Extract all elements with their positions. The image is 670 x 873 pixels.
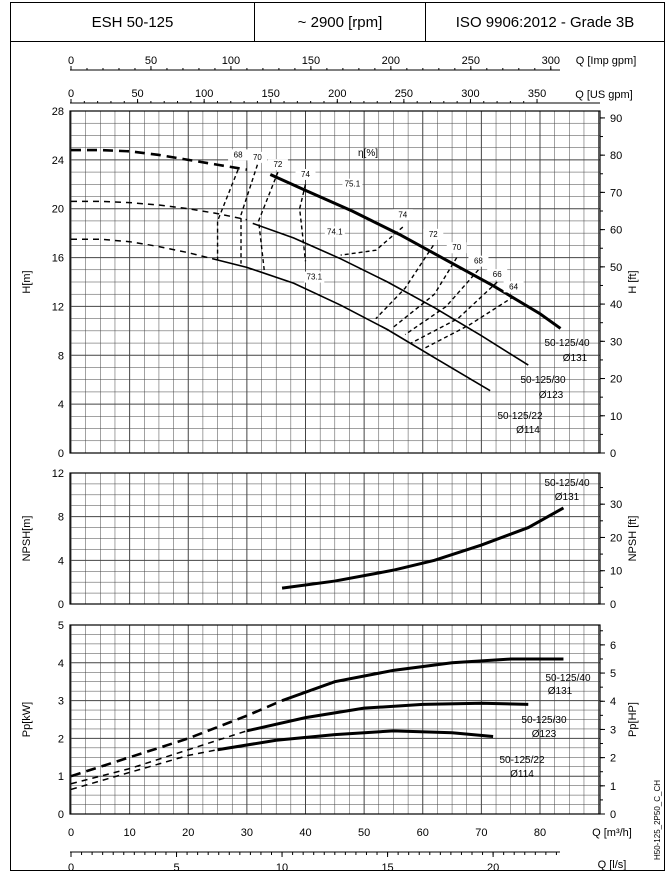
us-gpm-tick-label: 150 xyxy=(261,88,280,100)
y-right-tick-label: 0 xyxy=(610,448,617,460)
curve-label-name: 50-125/30 xyxy=(520,375,566,386)
us-gpm-tick-label: 200 xyxy=(328,88,347,100)
curve-label-name: 50-125/22 xyxy=(499,755,545,766)
us-gpm-tick-label: 350 xyxy=(527,88,547,100)
m3h-tick-label: 30 xyxy=(240,827,253,839)
efficiency-label: 73.1 xyxy=(306,272,323,282)
y-tick-label: 0 xyxy=(57,599,64,611)
m3h-tick-label: 40 xyxy=(299,827,312,839)
curve-label-diameter: Ø131 xyxy=(547,686,573,697)
us-gpm-tick-label: 300 xyxy=(461,88,480,100)
ls-tick-label: 5 xyxy=(173,862,180,873)
curve-50-125/30 xyxy=(247,703,528,731)
curve-label-diameter: Ø123 xyxy=(531,729,557,740)
imp-gpm-tick-label: 300 xyxy=(541,55,560,67)
y-tick-label: 12 xyxy=(51,301,64,314)
curve-50-125/40 xyxy=(270,175,560,329)
y-tick-label: 0 xyxy=(57,448,64,460)
curve-label-diameter: Ø131 xyxy=(554,492,580,503)
us-gpm-tick-label: 50 xyxy=(131,88,144,100)
curve-50-125/22 xyxy=(218,731,494,750)
efficiency-label: 64 xyxy=(509,282,519,292)
y-right-tick-label: 6 xyxy=(610,639,617,652)
efficiency-label: 70 xyxy=(252,152,262,162)
y-tick-label: 24 xyxy=(51,154,64,167)
efficiency-iso-line xyxy=(393,258,456,328)
y-right-tick-label: 50 xyxy=(610,261,623,274)
efficiency-iso-line xyxy=(218,170,239,260)
y-right-tick-label: 20 xyxy=(610,532,623,545)
y-right-tick-label: 5 xyxy=(610,668,617,681)
curve-label-diameter: Ø114 xyxy=(516,425,540,436)
y-tick-label: 12 xyxy=(51,468,64,480)
y-right-tick-label: 60 xyxy=(610,224,623,237)
ls-tick-label: 15 xyxy=(381,862,394,873)
curve-label-diameter: Ø123 xyxy=(538,390,564,401)
y-right-tick-label: 0 xyxy=(610,809,617,821)
y-right-tick-label: 0 xyxy=(610,599,617,611)
y-right-tick-label: 4 xyxy=(610,696,617,709)
y-right-tick-label: 40 xyxy=(610,299,623,312)
m3h-tick-label: 20 xyxy=(182,827,195,839)
y-tick-label: 2 xyxy=(57,733,64,746)
m3h-tick-label: 70 xyxy=(475,827,488,839)
y-axis-label: NPSH[m] xyxy=(21,515,33,562)
y-right-tick-label: 10 xyxy=(610,565,623,578)
y-right-tick-label: 3 xyxy=(610,724,617,737)
y-tick-label: 0 xyxy=(57,809,64,821)
y-tick-label: 4 xyxy=(57,555,64,568)
efficiency-iso-line xyxy=(241,165,257,264)
y-right-tick-label: 10 xyxy=(610,410,623,423)
curve-label-name: 50-125/30 xyxy=(521,715,567,726)
imp-gpm-tick-label: 50 xyxy=(144,55,158,67)
y-right-tick-label: 20 xyxy=(610,373,623,386)
y-tick-label: 16 xyxy=(51,252,64,265)
y-axis-label: H[m] xyxy=(21,270,33,294)
efficiency-label: 68 xyxy=(233,150,243,160)
efficiency-label: 66 xyxy=(492,270,502,280)
efficiency-label: 70 xyxy=(452,243,462,253)
model-title: ESH 50-125 xyxy=(11,3,255,41)
y-axis-label: Pp[kW] xyxy=(21,701,33,738)
ls-tick-label: 10 xyxy=(275,862,289,873)
m3h-axis-label: Q [m³/h] xyxy=(592,827,632,839)
efficiency-iso-line xyxy=(423,297,514,350)
y-right-tick-label: 80 xyxy=(610,150,623,163)
imp-gpm-axis-label: Q [Imp gpm] xyxy=(575,55,637,67)
y-right-tick-label: 90 xyxy=(610,112,623,125)
curve-label-diameter: Ø131 xyxy=(562,353,588,364)
m3h-tick-label: 10 xyxy=(123,827,136,839)
y-tick-label: 1 xyxy=(57,771,64,784)
y-tick-label: 3 xyxy=(57,695,64,708)
efficiency-label: 72 xyxy=(273,160,283,170)
y-tick-label: 28 xyxy=(51,106,64,118)
curve-label-name: 50-125/40 xyxy=(545,673,591,684)
imp-gpm-tick-label: 0 xyxy=(67,55,75,67)
side-code-label: H50-125_2P50_C_CH xyxy=(653,779,662,861)
curve-50-125/22 xyxy=(218,260,491,391)
imp-gpm-tick-label: 100 xyxy=(221,55,241,67)
us-gpm-tick-label: 100 xyxy=(194,88,214,100)
efficiency-label: 72 xyxy=(428,229,438,239)
imp-gpm-tick-label: 150 xyxy=(301,55,321,67)
m3h-tick-label: 80 xyxy=(533,827,547,839)
y-tick-label: 5 xyxy=(57,620,64,632)
m3h-tick-label: 60 xyxy=(416,827,429,839)
y-tick-label: 8 xyxy=(57,350,64,363)
curve-label-diameter: Ø114 xyxy=(510,769,534,780)
y-right-axis-label: Pp[HP] xyxy=(627,702,639,737)
m3h-tick-label: 50 xyxy=(358,827,371,839)
efficiency-label: 74 xyxy=(301,169,310,179)
efficiency-iso-line xyxy=(405,270,478,335)
efficiency-iso-line xyxy=(300,184,306,261)
y-tick-label: 20 xyxy=(51,203,64,216)
curve-label-name: 50-125/40 xyxy=(544,478,590,489)
y-right-tick-label: 2 xyxy=(610,752,617,765)
ls-axis-label: Q [l/s] xyxy=(597,859,627,871)
efficiency-title: η[%] xyxy=(357,148,379,159)
standard-label: ISO 9906:2012 - Grade 3B xyxy=(455,13,635,31)
efficiency-label: 74.1 xyxy=(327,227,343,237)
speed-label: ~ 2900 [rpm] xyxy=(255,3,426,41)
us-gpm-tick-label: 0 xyxy=(67,88,75,100)
imp-gpm-tick-label: 250 xyxy=(461,55,481,67)
y-tick-label: 4 xyxy=(57,399,64,412)
curve-label-name: 50-125/22 xyxy=(497,411,543,422)
imp-gpm-tick-label: 200 xyxy=(381,55,401,67)
y-right-tick-label: 30 xyxy=(610,336,623,349)
efficiency-label: 68 xyxy=(473,256,483,266)
m3h-tick-label: 0 xyxy=(67,827,75,839)
y-right-axis-label: NPSH [ft] xyxy=(627,515,639,562)
ls-tick-label: 20 xyxy=(486,862,500,873)
efficiency-iso-line xyxy=(411,282,497,343)
y-tick-label: 8 xyxy=(57,511,64,524)
y-tick-label: 4 xyxy=(57,657,64,670)
us-gpm-axis-label: Q [US gpm] xyxy=(575,89,633,101)
us-gpm-tick-label: 250 xyxy=(394,88,414,100)
ls-tick-label: 0 xyxy=(67,862,75,873)
y-right-tick-label: 30 xyxy=(610,499,623,512)
efficiency-label: 75.1 xyxy=(344,179,361,189)
efficiency-label: 74 xyxy=(398,210,408,220)
y-right-tick-label: 70 xyxy=(610,187,623,200)
curve-label-name: 50-125/40 xyxy=(544,338,590,349)
y-right-tick-label: 1 xyxy=(610,780,617,793)
y-right-axis-label: H [ft] xyxy=(627,270,639,294)
